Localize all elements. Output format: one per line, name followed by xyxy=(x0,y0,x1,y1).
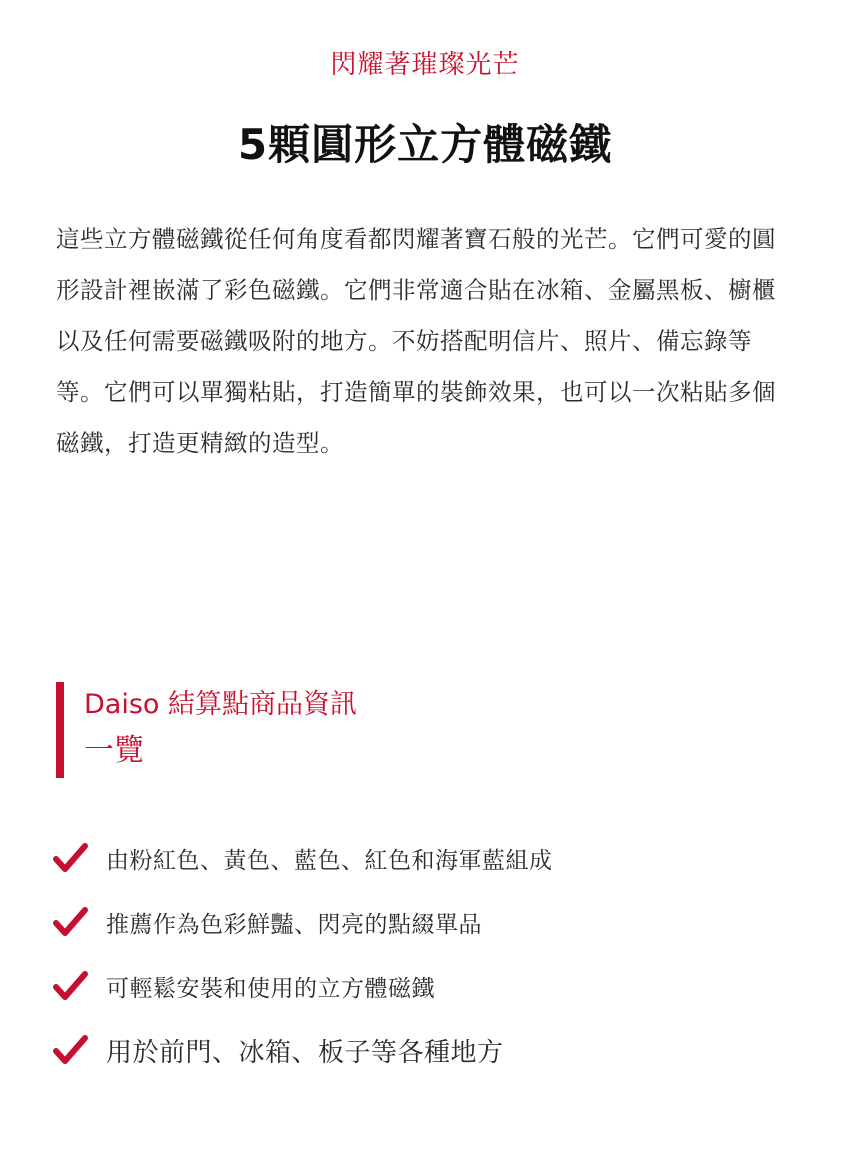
feature-text: 推薦作為色彩鮮豔、閃亮的點綴單品 xyxy=(106,911,482,938)
feature-text: 用於前門、冰箱、板子等各種地方 xyxy=(106,1037,504,1068)
product-title: 5顆圓形立方體磁鐵 xyxy=(237,120,613,169)
feature-item xyxy=(52,826,752,890)
feature-item xyxy=(52,890,752,954)
feature-text: 可輕鬆安裝和使用的立方體磁鐵 xyxy=(106,975,435,1002)
info-heading-line-1: Daiso 結算點商品資訊 xyxy=(84,689,358,720)
feature-item xyxy=(52,1018,752,1082)
product-description: 這些立方體磁鐵從任何角度看都閃耀著寶石般的光芒。它們可愛的圓形設計裡嵌滿了彩色磁鐵。它們非常適合貼在冰箱、金屬黑板、櫥櫃以及任何需要磁鐵吸附的地方。不妨搭配明信片、照片、備忘錄等等。它們可以單獨粘貼，打造簡單的裝飾效果，也可以一次粘貼多個磁鐵，打造更精緻的造型。 xyxy=(56,225,776,457)
eyebrow-tagline: 閃耀著璀璨光芒 xyxy=(330,50,520,80)
info-heading-line-2: 一覽 xyxy=(84,733,144,768)
checkmark-icon xyxy=(52,840,88,876)
checkmark-icon xyxy=(52,968,88,1004)
feature-text: 由粉紅色、黃色、藍色、紅色和海軍藍組成 xyxy=(106,847,553,874)
checkmark-icon xyxy=(52,1032,88,1068)
feature-item xyxy=(52,954,752,1018)
feature-list xyxy=(52,826,752,1082)
checkmark-icon xyxy=(52,904,88,940)
info-section-heading xyxy=(56,682,504,778)
